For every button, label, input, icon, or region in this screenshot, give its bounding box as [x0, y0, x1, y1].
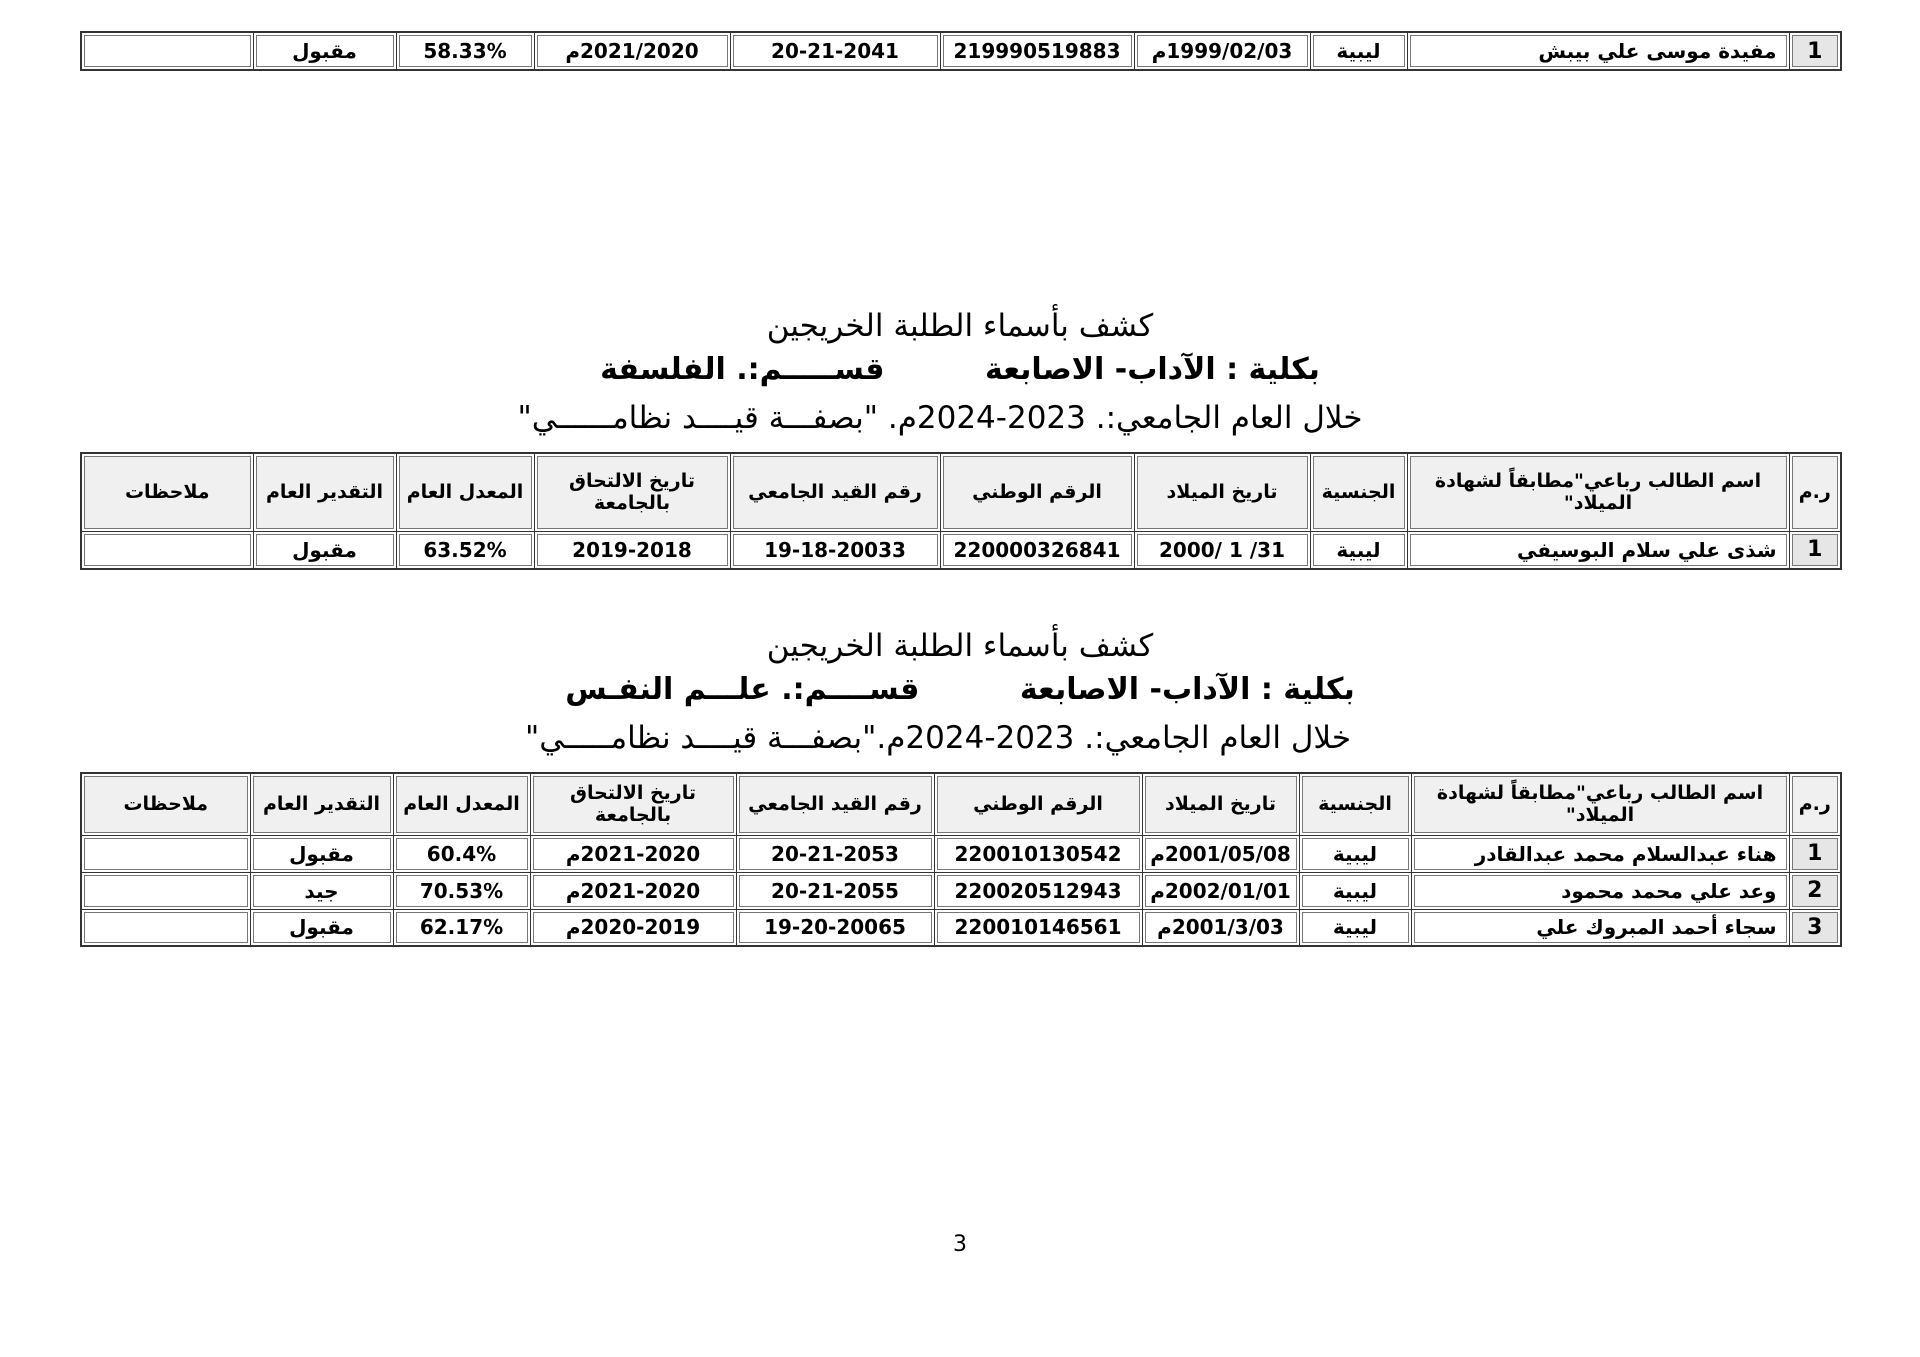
enrollment-date: 2021/2020م	[534, 32, 730, 70]
col-header-grade: التقدير العام	[253, 453, 396, 531]
birth-date: 2001/05/08م	[1142, 835, 1299, 872]
birth-date: 2002/01/01م	[1142, 872, 1299, 909]
notes	[81, 835, 250, 872]
grade: مقبول	[253, 32, 396, 70]
col-header-national-id: الرقم الوطني	[940, 453, 1134, 531]
faculty-label: بكلية : الآداب- الاصابعة	[985, 352, 1320, 387]
row-index: 3	[1789, 909, 1841, 946]
nationality: ليبية	[1310, 531, 1407, 569]
national-id: 220010146561	[934, 909, 1142, 946]
col-header-gpa: المعدل العام	[396, 453, 534, 531]
table-header-row	[81, 453, 1841, 531]
row-index: 2	[1789, 872, 1841, 909]
faculty-department-line	[0, 352, 1920, 387]
gpa: 60.4%	[393, 835, 530, 872]
student-name: هناء عبدالسلام محمد عبدالقادر	[1411, 835, 1789, 872]
section-title: كشف بأسماء الطلبة الخريجين	[766, 308, 1154, 344]
notes	[81, 872, 250, 909]
col-header-grade: التقدير العام	[250, 773, 393, 835]
registration-no: 20-21-2041	[730, 32, 940, 70]
registration-no: 19-18-20033	[730, 531, 940, 569]
col-header-notes: ملاحظات	[81, 453, 253, 531]
row-index: 1	[1789, 531, 1841, 569]
registration-no: 20-21-2053	[736, 835, 934, 872]
top-student-table	[80, 31, 1842, 71]
national-id: 220020512943	[934, 872, 1142, 909]
col-header-registration-no: رقم القيد الجامعي	[730, 453, 940, 531]
row-index: 1	[1789, 835, 1841, 872]
national-id: 220000326841	[940, 531, 1134, 569]
gpa: 58.33%	[396, 32, 534, 70]
nationality: ليبية	[1310, 32, 1407, 70]
academic-year-line: خلال العام الجامعي:. 2023-2024م."بصفـــة قيــــد نظامـــــي"	[524, 720, 1352, 756]
col-header-name: اسم الطالب رباعي"مطابقاً لشهادة الميلاد"	[1411, 773, 1789, 835]
col-header-birth-date: تاريخ الميلاد	[1142, 773, 1299, 835]
notes	[81, 32, 253, 70]
student-name: سجاء أحمد المبروك علي	[1411, 909, 1789, 946]
student-name: شذى علي سلام البوسيفي	[1407, 531, 1789, 569]
notes	[81, 909, 250, 946]
col-header-enrollment: تاريخ الالتحاق بالجامعة	[530, 773, 736, 835]
page-number: 3	[953, 1232, 967, 1257]
col-header-registration-no: رقم القيد الجامعي	[736, 773, 934, 835]
academic-year-line: خلال العام الجامعي:. 2023-2024م. "بصفـــة قيــــد نظامــــــي"	[517, 400, 1363, 436]
notes	[81, 531, 253, 569]
table-row	[81, 531, 1841, 569]
psychology-student-table	[80, 772, 1842, 947]
col-header-index: ر.م	[1789, 453, 1841, 531]
table-row	[81, 872, 1841, 909]
table-row	[81, 835, 1841, 872]
table-row	[81, 32, 1841, 70]
birth-date: 1999/02/03م	[1134, 32, 1310, 70]
enrollment-date: 2019-2018	[534, 531, 730, 569]
col-header-enrollment: تاريخ الالتحاق بالجامعة	[534, 453, 730, 531]
grade: مقبول	[250, 909, 393, 946]
nationality: ليبية	[1299, 909, 1411, 946]
birth-date: 2001/3/03م	[1142, 909, 1299, 946]
nationality: ليبية	[1299, 835, 1411, 872]
col-header-name: اسم الطالب رباعي"مطابقاً لشهادة الميلاد"	[1407, 453, 1789, 531]
row-index: 1	[1789, 32, 1841, 70]
grade: مقبول	[250, 835, 393, 872]
grade: جيد	[250, 872, 393, 909]
enrollment-date: 2020-2019م	[530, 909, 736, 946]
section-title: كشف بأسماء الطلبة الخريجين	[766, 628, 1154, 664]
student-name: وعد علي محمد محمود	[1411, 872, 1789, 909]
philosophy-student-table	[80, 452, 1842, 570]
faculty-label: بكلية : الآداب- الاصابعة	[1019, 672, 1355, 707]
table-row	[81, 909, 1841, 946]
col-header-birth-date: تاريخ الميلاد	[1134, 453, 1310, 531]
faculty-department-line	[0, 672, 1920, 707]
col-header-national-id: الرقم الوطني	[934, 773, 1142, 835]
birth-date: 31/ 1 /2000	[1134, 531, 1310, 569]
gpa: 62.17%	[393, 909, 530, 946]
department-label: قســـــم:. الفلسفة	[600, 352, 885, 387]
nationality: ليبية	[1299, 872, 1411, 909]
grade: مقبول	[253, 531, 396, 569]
table-header-row	[81, 773, 1841, 835]
enrollment-date: 2021-2020م	[530, 872, 736, 909]
gpa: 63.52%	[396, 531, 534, 569]
col-header-nationality: الجنسية	[1310, 453, 1407, 531]
national-id: 219990519883	[940, 32, 1134, 70]
enrollment-date: 2021-2020م	[530, 835, 736, 872]
department-label: قســــم:. علـــم النفـس	[565, 672, 920, 707]
col-header-notes: ملاحظات	[81, 773, 250, 835]
gpa: 70.53%	[393, 872, 530, 909]
col-header-nationality: الجنسية	[1299, 773, 1411, 835]
student-name: مفيدة موسى علي بيبش	[1407, 32, 1789, 70]
registration-no: 20-21-2055	[736, 872, 934, 909]
registration-no: 19-20-20065	[736, 909, 934, 946]
col-header-index: ر.م	[1789, 773, 1841, 835]
col-header-gpa: المعدل العام	[393, 773, 530, 835]
national-id: 220010130542	[934, 835, 1142, 872]
